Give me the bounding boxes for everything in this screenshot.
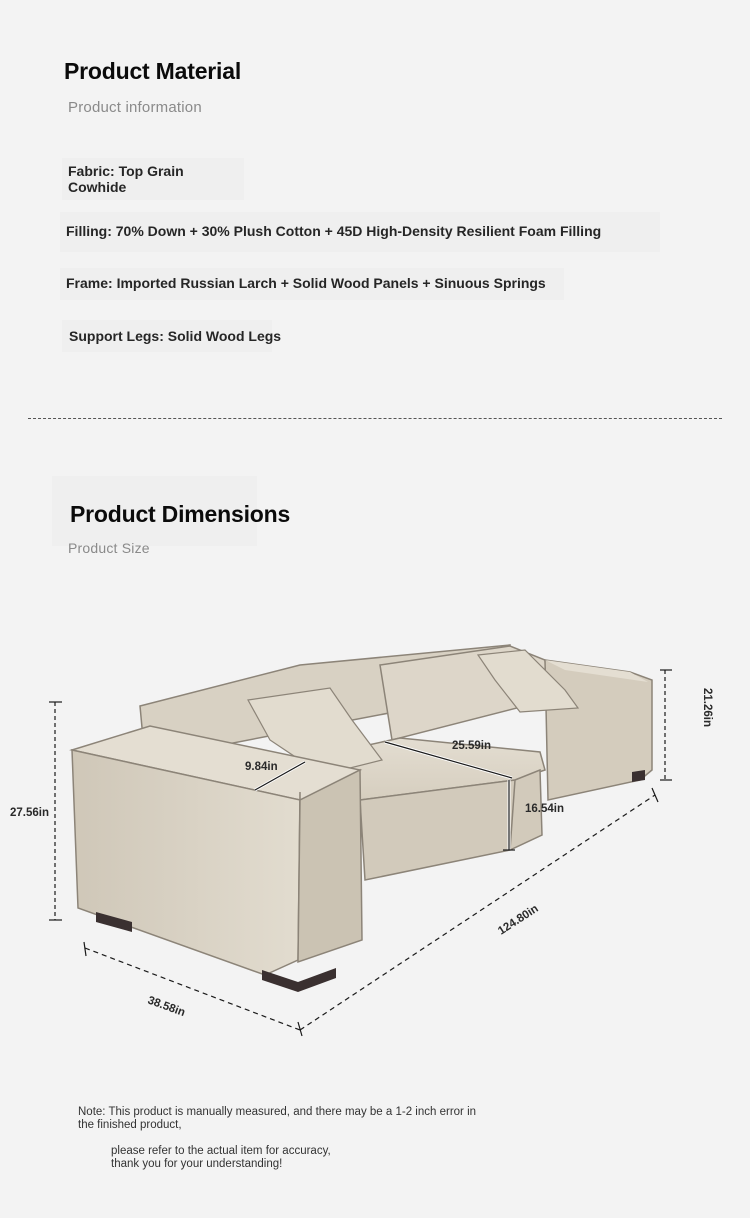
label-overall-height: 27.56in <box>10 807 49 819</box>
spec-filling: Filling: 70% Down + 30% Plush Cotton + 45D High-Density Resilient Foam Filling <box>66 223 602 239</box>
label-back-height: 21.26in <box>701 688 713 727</box>
dimensions-title: Product Dimensions <box>70 501 291 527</box>
label-depth: 38.58in <box>145 994 187 1020</box>
dimensions-subtitle: Product Size <box>68 540 150 556</box>
label-length: 124.80in <box>496 902 541 938</box>
spec-fabric-line2: Cowhide <box>68 179 127 195</box>
sofa-image <box>72 645 652 992</box>
material-subtitle: Product information <box>68 99 202 116</box>
note-line4: thank you for your understanding! <box>111 1158 283 1170</box>
material-title: Product Material <box>64 58 242 84</box>
spec-fabric-line1: Fabric: Top Grain <box>68 163 184 179</box>
spec-frame: Frame: Imported Russian Larch + Solid Wood Panels + Sinuous Springs <box>66 275 546 291</box>
spec-legs: Support Legs: Solid Wood Legs <box>69 328 282 344</box>
spec-fabric <box>68 163 184 195</box>
label-seat-height: 16.54in <box>525 803 564 815</box>
label-seat-depth: 25.59in <box>452 740 491 752</box>
note-line3: please refer to the actual item for accuracy, <box>111 1145 331 1157</box>
label-arm-width: 9.84in <box>245 761 278 773</box>
section-divider <box>28 418 722 419</box>
measurement-note-2 <box>111 1145 331 1171</box>
sofa-dimension-diagram <box>0 600 750 1050</box>
note-line1: Note: This product is manually measured, and there may be a 1-2 inch error in <box>78 1106 477 1118</box>
measurement-note <box>78 1106 476 1132</box>
note-line2: the finished product, <box>78 1119 182 1131</box>
